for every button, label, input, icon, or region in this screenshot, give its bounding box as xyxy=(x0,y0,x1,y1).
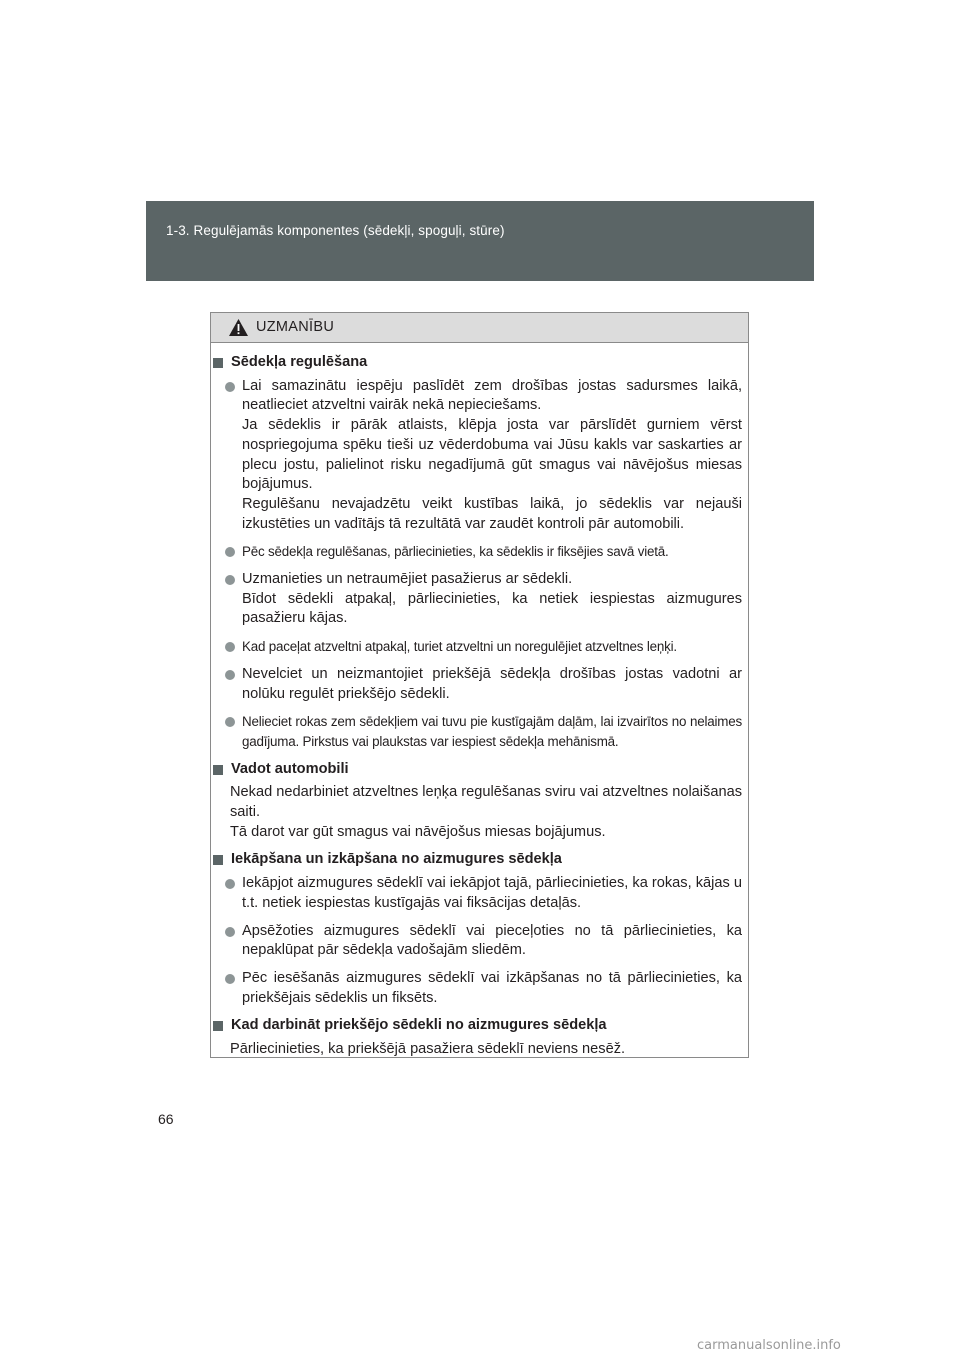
bullet-item xyxy=(211,969,748,1008)
bullet-text: Kad paceļat atzveltni atpakaļ, turiet atzveltni un noregulējiet atzveltnes leņķi. xyxy=(242,639,677,655)
round-bullet-icon xyxy=(225,642,235,652)
bullet-item xyxy=(211,637,748,657)
caution-section xyxy=(211,850,748,870)
paragraph: Nekad nedarbiniet atzveltnes leņķa regulēšanas sviru vai atzveltnes nolaišanas saiti. xyxy=(230,784,742,821)
bullet-text: Nelieciet rokas zem sēdekļiem vai tuvu pie kustīgajām daļām, lai izvairītos no nelaimes gadījuma. Pirkstus vai plaukstas var iespiest sēdekļa mehānismā. xyxy=(242,714,742,749)
caution-title: UZMANĪBU xyxy=(256,319,335,335)
bullet-item xyxy=(211,665,748,704)
chapter-title: 1-3. Regulējamās komponentes (sēdekļi, spoguļi, stūre) xyxy=(166,223,505,238)
bullet-text: Apsēžoties aizmugures sēdeklī vai pieceļoties no tā pārliecinieties, ka nepaklūpat pār sēdekļa vadošajām sliedēm. xyxy=(242,922,742,959)
warning-triangle-icon xyxy=(228,318,249,337)
round-bullet-icon xyxy=(225,382,235,392)
bullet-text: Pēc iesēšanās aizmugures sēdeklī vai izkāpšanas no tā pārliecinieties, ka priekšējais sēdeklis un fiksēts. xyxy=(242,969,742,1006)
section-title: Vadot automobili xyxy=(231,760,349,777)
section-title: Sēdekļa regulēšana xyxy=(231,354,368,370)
section-text xyxy=(211,783,748,842)
chapter-header xyxy=(146,201,814,281)
round-bullet-icon xyxy=(225,670,235,680)
square-bullet-icon xyxy=(213,765,223,775)
bullet-text: Nevelciet un neizmantojiet priekšējā sēdekļa drošības jostas vadotni ar nolūku regulēt priekšējo sēdekli. xyxy=(242,665,742,702)
bullet-item xyxy=(211,922,748,961)
caution-header xyxy=(211,313,748,343)
section-text xyxy=(211,1040,748,1060)
section-title: Iekāpšana un izkāpšana no aizmugures sēdekļa xyxy=(231,851,562,868)
caution-content xyxy=(211,353,748,1068)
round-bullet-icon xyxy=(225,927,235,937)
paragraph: Tā darot var gūt smagus vai nāvējošus miesas bojājumus. xyxy=(230,823,606,840)
bullet-text: Lai samazinātu iespēju paslīdēt zem drošības jostas sadursmes laikā, neatlieciet atzveltni vairāk nekā nepieciešams. xyxy=(242,377,742,414)
page-number: 66 xyxy=(158,1111,174,1127)
bullet-item xyxy=(211,377,748,535)
bullet-text: Regulēšanu nevajadzētu veikt kustības laikā, jo sēdeklis var nejauši izkustēties un vadītājs tā rezultātā var zaudēt kontroli pār automobili. xyxy=(242,495,742,532)
caution-section xyxy=(211,1016,748,1036)
watermark: carmanualsonline.info xyxy=(697,1338,841,1353)
bullet-text: Uzmanieties un netraumējiet pasažierus ar sēdekli. xyxy=(242,571,573,588)
bullet-item xyxy=(211,542,748,562)
caution-box xyxy=(210,312,749,1058)
square-bullet-icon xyxy=(213,1021,223,1031)
round-bullet-icon xyxy=(225,547,235,557)
bullet-text: Ja sēdeklis ir pārāk atlaists, klēpja josta var pārslīdēt gurniem vērst nospriegojuma spēku tieši uz vēderdobuma vai Jūsu kakls var saskarties ar plecu jostu, palielinot risku negadījumā gūt smagus vai nāvējošus miesas bojājumus. xyxy=(242,417,742,493)
bullet-item xyxy=(211,874,748,913)
caution-section xyxy=(211,353,748,373)
bullet-text: Iekāpjot aizmugures sēdeklī vai iekāpjot tajā, pārliecinieties, ka rokas, kājas u t.t. netiek iespiestas kustīgajās vai fiksācijas detaļās. xyxy=(242,875,742,911)
caution-section xyxy=(211,760,748,780)
round-bullet-icon xyxy=(225,974,235,984)
square-bullet-icon xyxy=(213,855,223,865)
paragraph: Pārliecinieties, ka priekšējā pasažiera sēdeklī neviens nesēž. xyxy=(230,1041,626,1058)
round-bullet-icon xyxy=(225,879,235,889)
bullet-item xyxy=(211,712,748,751)
bullet-text: Pēc sēdekļa regulēšanas, pārliecinieties, ka sēdeklis ir fiksējies savā vietā. xyxy=(242,544,669,560)
round-bullet-icon xyxy=(225,717,235,727)
bullet-text: Bīdot sēdekli atpakaļ, pārliecinieties, ka netiek iespiestas aizmugures pasažieru kājas. xyxy=(242,590,742,627)
square-bullet-icon xyxy=(213,358,223,368)
bullet-item xyxy=(211,570,748,629)
round-bullet-icon xyxy=(225,575,235,585)
section-title: Kad darbināt priekšējo sēdekli no aizmugures sēdekļa xyxy=(231,1017,607,1034)
